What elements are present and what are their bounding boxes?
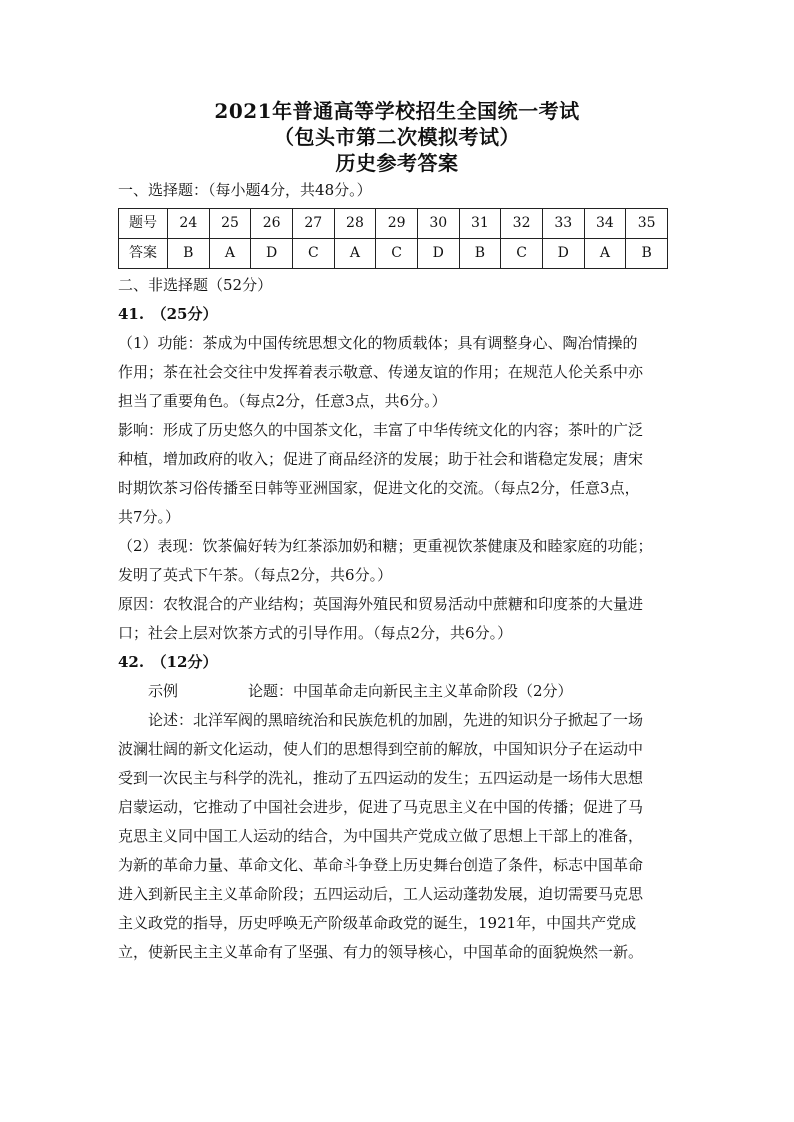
table-cell: 35 — [626, 209, 668, 239]
q41-line: （2）表现：饮茶偏好转为红茶添加奶和糖；更重视饮茶健康及和睦家庭的功能； — [118, 537, 653, 555]
answer-title: 历史参考答案 — [335, 151, 459, 175]
table-cell: B — [168, 239, 210, 269]
exam-subtitle: （包头市第二次模拟考试） — [274, 125, 520, 149]
exam-title: 2021年普通高等学校招生全国统一考试 — [214, 99, 580, 123]
q41-line: 原因：农牧混合的产业结构；英国海外殖民和贸易活动中蔗糖和印度茶的大量进 — [118, 595, 644, 613]
q42-line: 启蒙运动，它推动了中国社会进步，促进了马克思主义在中国的传播；促进了马 — [118, 798, 644, 816]
answer-body — [118, 176, 678, 967]
table-cell: A — [334, 239, 376, 269]
q42-line: 克思主义同中国工人运动的结合，为中国共产党成立做了思想上干部上的准备， — [118, 827, 644, 845]
table-cell: 32 — [501, 209, 543, 239]
table-cell: A — [584, 239, 626, 269]
title-block — [0, 98, 794, 176]
table-cell: 27 — [292, 209, 334, 239]
q42-line: 受到一次民主与科学的洗礼，推动了五四运动的发生；五四运动是一场伟大思想 — [118, 769, 644, 787]
q42-line: 立，使新民主主义革命有了坚强、有力的领导核心，中国革命的面貌焕然一新。 — [118, 943, 644, 961]
table-cell: 31 — [459, 209, 501, 239]
q41-line: （1）功能：茶成为中国传统思想文化的物质载体；具有调整身心、陶冶情操的 — [118, 334, 638, 352]
q41-line: 作用；茶在社会交往中发挥着表示敬意、传递友谊的作用；在规范人伦关系中亦 — [118, 363, 644, 381]
table-cell: 33 — [542, 209, 584, 239]
q41-line: 影响：形成了历史悠久的中国茶文化，丰富了中华传统文化的内容；茶叶的广泛 — [118, 421, 644, 439]
table-cell: C — [292, 239, 334, 269]
table-cell: C — [376, 239, 418, 269]
q41-line: 发明了英式下午茶。（每点2分，共6分。） — [118, 566, 393, 584]
q42-line: 进入到新民主主义革命阶段；五四运动后，工人运动蓬勃发展，迫切需要马克思 — [118, 885, 644, 903]
table-cell: D — [542, 239, 584, 269]
q42-topic: 论题：中国革命走向新民主主义革命阶段（2分） — [248, 682, 573, 700]
example-label: 示例 — [148, 682, 179, 700]
table-cell: 30 — [417, 209, 459, 239]
table-cell: B — [626, 239, 668, 269]
q42-topic-line — [118, 677, 678, 706]
q42-line: 主义政党的指导，历史呼唤无产阶级革命政党的诞生，1921年，中国共产党成 — [118, 914, 637, 932]
answer-table — [118, 208, 668, 269]
q41-line: 种植，增加政府的收入；促进了商品经济的发展；助于社会和谐稳定发展；唐宋 — [118, 450, 644, 468]
q41-line: 共7分。） — [118, 508, 181, 526]
table-cell: D — [417, 239, 459, 269]
table-row — [119, 209, 668, 239]
table-cell: 29 — [376, 209, 418, 239]
q42-line: 为新的革命力量、革命文化、革命斗争登上历史舞台创造了条件，标志中国革命 — [118, 856, 644, 874]
q42-heading: 42. （12分） — [118, 653, 218, 671]
q41-heading: 41. （25分） — [118, 305, 218, 323]
table-cell: D — [251, 239, 293, 269]
table-row — [119, 239, 668, 269]
q41-line: 时期饮茶习俗传播至日韩等亚洲国家，促进文化的交流。（每点2分，任意3点， — [118, 479, 640, 497]
table-cell: B — [459, 239, 501, 269]
q41-line: 担当了重要角色。（每点2分，任意3点，共6分。） — [118, 392, 447, 410]
table-cell: C — [501, 239, 543, 269]
table-cell: 26 — [251, 209, 293, 239]
row-label-number: 题号 — [119, 209, 168, 239]
section-choice-heading: 一、选择题：（每小题4分，共48分。） — [118, 181, 372, 199]
table-cell: A — [209, 239, 251, 269]
q41-line: 口；社会上层对饮茶方式的引导作用。（每点2分，共6分。） — [118, 624, 513, 642]
table-cell: 25 — [209, 209, 251, 239]
table-cell: 28 — [334, 209, 376, 239]
row-label-answer: 答案 — [119, 239, 168, 269]
q42-line: 论述：北洋军阀的黑暗统治和民族危机的加剧，先进的知识分子掀起了一场 — [148, 711, 644, 729]
table-cell: 34 — [584, 209, 626, 239]
section-nonchoice-heading: 二、非选择题（52分） — [118, 276, 273, 294]
table-cell: 24 — [168, 209, 210, 239]
q42-line: 波澜壮阔的新文化运动，使人们的思想得到空前的解放，中国知识分子在运动中 — [118, 740, 644, 758]
